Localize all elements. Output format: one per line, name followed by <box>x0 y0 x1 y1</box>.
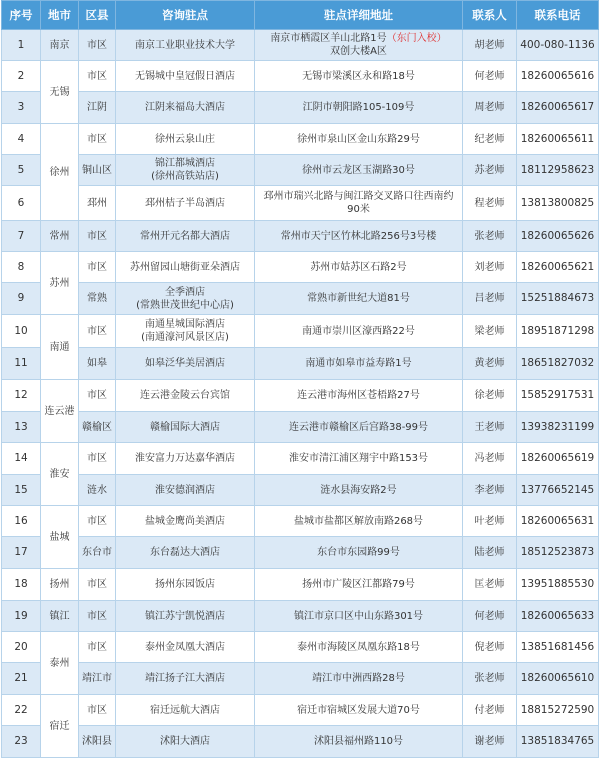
row-district: 市区 <box>79 252 116 283</box>
row-point-line-2: (南通濠河风景区店) <box>141 332 229 343</box>
row-address-text: 淮安市清江浦区翔宇中路153号 <box>288 453 429 464</box>
row-address <box>255 632 463 663</box>
row-phone: 18260065616 <box>517 61 599 92</box>
row-address-line <box>257 546 460 559</box>
row-phone: 18260065611 <box>517 124 599 155</box>
row-point-line: 如皋泛华美居酒店 <box>145 358 225 369</box>
row-point-line: 徐州云泉山庄 <box>155 133 215 145</box>
row-point-line: 扬州东园饭店 <box>155 579 215 590</box>
table-row <box>2 695 599 726</box>
row-point <box>116 283 255 315</box>
row-district: 市区 <box>79 315 116 348</box>
row-address <box>255 61 463 92</box>
row-phone: 18260065631 <box>517 506 599 537</box>
row-address-note: （东门入校） <box>386 33 447 44</box>
row-address-line <box>257 452 460 465</box>
table-row <box>2 537 599 569</box>
row-address-text: 南京市栖霞区羊山北路1号 <box>270 33 387 44</box>
row-district: 如皋 <box>79 348 116 380</box>
row-address-line <box>257 704 460 717</box>
row-city: 盐城 <box>41 506 79 569</box>
row-point <box>116 695 255 726</box>
row-point <box>116 632 255 663</box>
row-city: 苏州 <box>41 252 79 315</box>
row-seq: 1 <box>2 30 41 61</box>
row-city: 南京 <box>41 30 79 61</box>
row-contact: 谢老师 <box>463 726 517 758</box>
row-district: 市区 <box>79 601 116 632</box>
row-seq: 6 <box>2 186 41 221</box>
row-address <box>255 663 463 695</box>
row-point <box>116 601 255 632</box>
row-contact: 梁老师 <box>463 315 517 348</box>
row-address-line <box>257 261 460 274</box>
row-phone: 13938231199 <box>517 412 599 443</box>
row-district: 市区 <box>79 443 116 475</box>
table-row <box>2 412 599 443</box>
row-address <box>255 186 463 221</box>
row-address-line-2: 双创大楼A区 <box>330 46 387 57</box>
row-contact: 张老师 <box>463 663 517 695</box>
row-point-line: 淮安富力万达嘉华酒店 <box>135 453 235 464</box>
row-contact: 黄老师 <box>463 348 517 380</box>
row-district: 市区 <box>79 124 116 155</box>
row-contact: 李老师 <box>463 475 517 506</box>
row-seq: 4 <box>2 124 41 155</box>
table-row <box>2 252 599 283</box>
row-point-line: 无锡城中皇冠假日酒店 <box>135 70 235 82</box>
row-point-line: 盐城金鹰尚美酒店 <box>145 515 225 527</box>
row-address <box>255 30 463 61</box>
row-district: 江阴 <box>79 92 116 124</box>
row-phone: 13813800825 <box>517 186 599 221</box>
header-address: 驻点详细地址 <box>255 1 463 30</box>
row-contact: 何老师 <box>463 61 517 92</box>
table-row <box>2 569 599 601</box>
row-address <box>255 155 463 186</box>
row-phone: 18260065621 <box>517 252 599 283</box>
row-point <box>116 186 255 221</box>
row-address-text: 扬州市广陵区江都路79号 <box>302 579 415 590</box>
row-phone: 18260065617 <box>517 92 599 124</box>
row-address-line <box>257 32 460 45</box>
row-address <box>255 315 463 348</box>
row-seq: 23 <box>2 726 41 758</box>
row-phone: 18951871298 <box>517 315 599 348</box>
row-contact: 叶老师 <box>463 506 517 537</box>
row-address <box>255 695 463 726</box>
row-phone: 18260065626 <box>517 221 599 252</box>
row-seq: 16 <box>2 506 41 537</box>
row-address-text: 靖江市中洲西路28号 <box>312 673 405 684</box>
row-seq: 8 <box>2 252 41 283</box>
row-contact: 冯老师 <box>463 443 517 475</box>
row-address-line <box>257 610 460 623</box>
row-address-line <box>257 484 460 497</box>
row-seq: 13 <box>2 412 41 443</box>
row-address <box>255 380 463 412</box>
row-district: 涟水 <box>79 475 116 506</box>
row-seq: 17 <box>2 537 41 569</box>
row-phone: 18260065610 <box>517 663 599 695</box>
row-address-text: 沭阳县福州路110号 <box>313 736 404 747</box>
row-address <box>255 443 463 475</box>
row-phone: 400-080-1136 <box>517 30 599 61</box>
row-address-text: 常州市天宁区竹林北路256号3号楼 <box>280 230 437 242</box>
row-point-line-2: (徐州高铁站店) <box>151 171 219 182</box>
row-phone: 18112958623 <box>517 155 599 186</box>
consultation-points-table <box>1 0 599 758</box>
row-phone: 18815272590 <box>517 695 599 726</box>
row-contact: 纪老师 <box>463 124 517 155</box>
row-point <box>116 124 255 155</box>
row-point-line: 靖江扬子江大酒店 <box>145 673 225 684</box>
row-point-line-2: (常熟世茂世纪中心店) <box>136 299 234 311</box>
row-point <box>116 412 255 443</box>
row-address-line <box>257 421 460 434</box>
row-district: 市区 <box>79 380 116 412</box>
row-address <box>255 221 463 252</box>
row-district: 市区 <box>79 506 116 537</box>
row-address-text: 徐州市云龙区玉湖路30号 <box>302 164 415 176</box>
header-contact: 联系人 <box>463 1 517 30</box>
row-phone: 15852917531 <box>517 380 599 412</box>
row-contact: 刘老师 <box>463 252 517 283</box>
row-city: 无锡 <box>41 61 79 124</box>
table-row <box>2 221 599 252</box>
row-district: 市区 <box>79 30 116 61</box>
row-seq: 14 <box>2 443 41 475</box>
row-phone: 13951885530 <box>517 569 599 601</box>
table-row <box>2 506 599 537</box>
row-point-line: 邳州桔子半岛酒店 <box>145 197 225 209</box>
row-point <box>116 221 255 252</box>
row-point <box>116 726 255 758</box>
row-point <box>116 537 255 569</box>
table-row <box>2 348 599 380</box>
row-point <box>116 92 255 124</box>
row-address-line <box>257 133 460 146</box>
row-point-line: 苏州留园山塘街亚朵酒店 <box>130 261 240 273</box>
table-row <box>2 315 599 348</box>
row-phone: 13851681456 <box>517 632 599 663</box>
row-point-line: 赣榆国际大酒店 <box>150 421 220 433</box>
row-address-line <box>257 735 460 748</box>
row-point-line: 东台磊达大酒店 <box>150 547 220 558</box>
row-point <box>116 443 255 475</box>
row-district: 市区 <box>79 695 116 726</box>
row-city: 泰州 <box>41 632 79 695</box>
row-seq: 20 <box>2 632 41 663</box>
row-point <box>116 475 255 506</box>
row-address-line <box>257 389 460 402</box>
row-seq: 5 <box>2 155 41 186</box>
row-seq: 21 <box>2 663 41 695</box>
row-seq: 19 <box>2 601 41 632</box>
row-address-line <box>257 357 460 370</box>
row-point-line: 南京工业职业技术大学 <box>135 39 235 51</box>
row-point-line: 淮安德润酒店 <box>155 484 215 496</box>
row-point-line: 全季酒店 <box>165 286 205 298</box>
row-address-line <box>257 101 460 114</box>
row-point <box>116 663 255 695</box>
row-seq: 9 <box>2 283 41 315</box>
row-point-line: 连云港金陵云台宾馆 <box>140 390 230 401</box>
row-point-line: 沭阳大酒店 <box>160 736 210 747</box>
table-row <box>2 632 599 663</box>
row-point <box>116 252 255 283</box>
row-address <box>255 252 463 283</box>
row-contact: 陆老师 <box>463 537 517 569</box>
table-row <box>2 124 599 155</box>
row-point-line: 泰州金凤凰大酒店 <box>145 641 225 653</box>
row-contact: 倪老师 <box>463 632 517 663</box>
row-point <box>116 30 255 61</box>
header-district: 区县 <box>79 1 116 30</box>
row-address <box>255 537 463 569</box>
row-address-text: 连云港市赣榆区后宫路38-99号 <box>288 421 429 433</box>
row-address-text: 镇江市京口区中山东路301号 <box>293 610 424 622</box>
row-city: 扬州 <box>41 569 79 601</box>
row-address <box>255 283 463 315</box>
row-district: 市区 <box>79 632 116 663</box>
row-point-line: 南通星城国际酒店 <box>145 319 225 330</box>
row-address <box>255 412 463 443</box>
table-row <box>2 475 599 506</box>
row-address-text: 宿迁市宿城区发展大道70号 <box>297 704 420 716</box>
row-address-line <box>257 164 460 177</box>
row-address-line <box>257 292 460 305</box>
row-contact: 匡老师 <box>463 569 517 601</box>
row-district: 东台市 <box>79 537 116 569</box>
row-city: 镇江 <box>41 601 79 632</box>
row-contact: 胡老师 <box>463 30 517 61</box>
row-phone: 18651827032 <box>517 348 599 380</box>
row-district: 市区 <box>79 569 116 601</box>
row-seq: 7 <box>2 221 41 252</box>
table-header-row <box>2 1 599 30</box>
row-address <box>255 475 463 506</box>
row-point-line: 锦江都城酒店 <box>155 158 215 169</box>
row-address-line <box>257 230 460 243</box>
row-contact: 付老师 <box>463 695 517 726</box>
row-address-text: 东台市东园路99号 <box>317 547 400 558</box>
table-row <box>2 726 599 758</box>
row-address <box>255 92 463 124</box>
row-phone: 15251884673 <box>517 283 599 315</box>
table-row <box>2 186 599 221</box>
row-district: 常熟 <box>79 283 116 315</box>
consultation-points-table-container <box>1 0 598 758</box>
row-seq: 12 <box>2 380 41 412</box>
row-address-line-2: 90米 <box>347 204 370 215</box>
row-address-text: 南通市崇川区濠西路22号 <box>302 325 415 337</box>
row-district: 赣榆区 <box>79 412 116 443</box>
row-address-line <box>257 325 460 338</box>
row-seq: 10 <box>2 315 41 348</box>
row-seq: 2 <box>2 61 41 92</box>
row-point-line: 江阴来福岛大酒店 <box>145 102 225 113</box>
row-city: 淮安 <box>41 443 79 506</box>
row-address-line <box>257 641 460 654</box>
row-seq: 22 <box>2 695 41 726</box>
row-contact: 周老师 <box>463 92 517 124</box>
row-point-line: 镇江苏宁凯悦酒店 <box>145 610 225 622</box>
row-address-text: 江阴市朝阳路105-109号 <box>302 102 415 113</box>
table-row <box>2 155 599 186</box>
row-district: 邳州 <box>79 186 116 221</box>
row-city: 宿迁 <box>41 695 79 758</box>
row-address-line <box>257 70 460 83</box>
table-row <box>2 30 599 61</box>
row-point <box>116 61 255 92</box>
table-row <box>2 92 599 124</box>
row-city: 南通 <box>41 315 79 380</box>
row-phone: 18260065633 <box>517 601 599 632</box>
row-contact: 王老师 <box>463 412 517 443</box>
table-row <box>2 380 599 412</box>
row-address-text: 苏州市姑苏区石路2号 <box>310 261 407 273</box>
row-contact: 张老师 <box>463 221 517 252</box>
row-address <box>255 569 463 601</box>
row-point <box>116 315 255 348</box>
row-seq: 18 <box>2 569 41 601</box>
table-row <box>2 61 599 92</box>
row-contact: 苏老师 <box>463 155 517 186</box>
row-contact: 何老师 <box>463 601 517 632</box>
row-contact: 程老师 <box>463 186 517 221</box>
row-address-text: 南通市如皋市益寿路1号 <box>305 358 412 369</box>
row-district: 市区 <box>79 221 116 252</box>
row-address <box>255 506 463 537</box>
row-contact: 徐老师 <box>463 380 517 412</box>
table-row <box>2 443 599 475</box>
row-point <box>116 380 255 412</box>
row-district: 市区 <box>79 61 116 92</box>
row-point <box>116 569 255 601</box>
row-address-text: 连云港市海州区苍梧路27号 <box>297 390 420 401</box>
row-phone: 13851834765 <box>517 726 599 758</box>
row-city: 常州 <box>41 221 79 252</box>
header-phone: 联系电话 <box>517 1 599 30</box>
header-seq: 序号 <box>2 1 41 30</box>
row-address-text: 徐州市泉山区金山东路29号 <box>297 133 420 145</box>
row-address <box>255 726 463 758</box>
row-address-line <box>257 578 460 591</box>
row-phone: 18512523873 <box>517 537 599 569</box>
row-point-line: 常州开元名都大酒店 <box>140 230 230 242</box>
row-address-line <box>257 672 460 685</box>
row-seq: 3 <box>2 92 41 124</box>
table-row <box>2 601 599 632</box>
row-district: 铜山区 <box>79 155 116 186</box>
row-seq: 11 <box>2 348 41 380</box>
row-city: 徐州 <box>41 124 79 221</box>
row-address-text: 泰州市海陵区凤凰东路18号 <box>297 641 420 653</box>
row-address-text: 盐城市盐都区解放南路268号 <box>293 515 424 527</box>
row-point <box>116 506 255 537</box>
row-district: 沭阳县 <box>79 726 116 758</box>
header-point: 咨询驻点 <box>116 1 255 30</box>
row-address-line <box>257 515 460 528</box>
row-address-text: 涟水县海安路2号 <box>320 484 397 496</box>
row-point <box>116 155 255 186</box>
header-city: 地市 <box>41 1 79 30</box>
row-contact: 吕老师 <box>463 283 517 315</box>
row-district: 靖江市 <box>79 663 116 695</box>
row-address <box>255 348 463 380</box>
table-row <box>2 283 599 315</box>
row-point-line: 宿迁远航大酒店 <box>150 704 220 716</box>
row-phone: 18260065619 <box>517 443 599 475</box>
row-address <box>255 601 463 632</box>
row-address-text: 常熟市新世纪大道81号 <box>307 293 410 304</box>
table-row <box>2 663 599 695</box>
row-address-line <box>257 190 460 203</box>
row-point <box>116 348 255 380</box>
row-seq: 15 <box>2 475 41 506</box>
row-address-text: 无锡市梁溪区永和路18号 <box>302 70 415 82</box>
row-city: 连云港 <box>41 380 79 443</box>
row-address-text: 邳州市瑞兴北路与闽江路交叉路口往西南约 <box>263 191 454 202</box>
row-address <box>255 124 463 155</box>
row-phone: 13776652145 <box>517 475 599 506</box>
